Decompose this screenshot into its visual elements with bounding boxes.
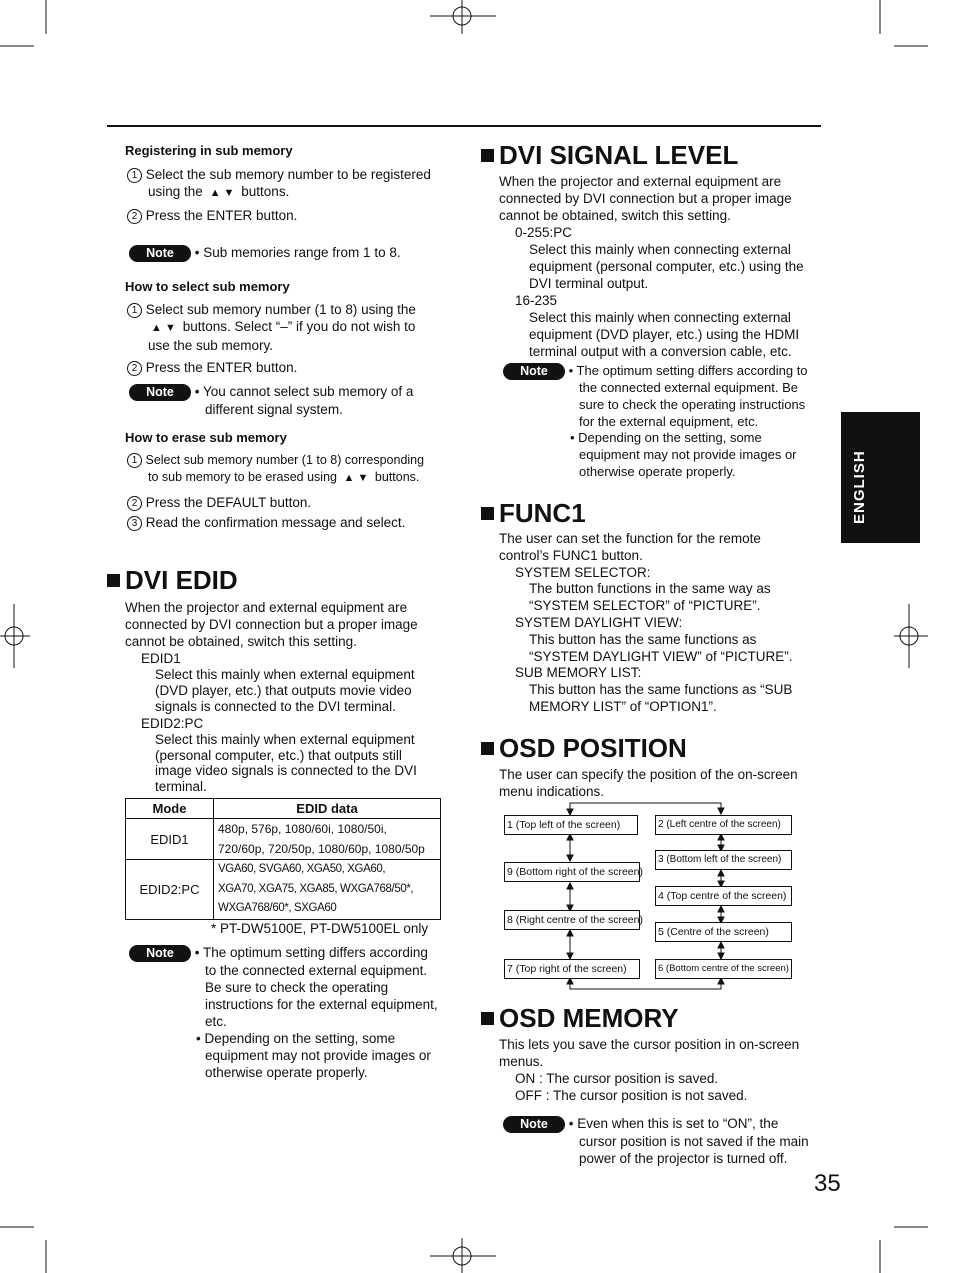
note-badge: Note — [129, 945, 191, 962]
osd-memory-body: This lets you save the cursor position in on-screen menus. ON : The cursor position is saved. OFF : The cursor position is not saved. — [499, 1037, 800, 1103]
erase-step-1: 1 Select sub memory number (1 to 8) corresponding to sub memory to be erased using ▲ ▼ buttons. — [127, 452, 457, 487]
osd-position-option: 9 (Bottom right of the screen) — [504, 862, 640, 882]
osd-position-option: 4 (Top centre of the screen) — [655, 886, 792, 906]
select-title: How to select sub memory — [125, 279, 290, 294]
note-badge: Note — [129, 245, 191, 262]
step-number-2: 2 — [127, 209, 142, 224]
up-arrow-icon: ▲ ▼ — [206, 187, 238, 199]
osd-position-body: The user can specify the position of the on-screen menu indications. — [499, 767, 798, 799]
register-step-1: 1 Select the sub memory number to be registered using the ▲ ▼ buttons. — [127, 166, 457, 202]
note-badge: Note — [129, 384, 191, 401]
table-footnote: * PT-DW5100E, PT-DW5100EL only — [211, 921, 429, 936]
square-bullet-icon — [107, 574, 120, 587]
func1-body: The user can set the function for the remote control’s FUNC1 button. SYSTEM SELECTOR: The button functions in the same way as “SYSTEM SELECTOR” of “PICTURE”. SYSTEM DAYLIGHT VIEW: This button has the same functions as “SYSTEM DAYLIGHT VIEW” of “PICTURE”. SUB MEMORY LIST: This button has the same functions as “SUB MEMORY LIST” of “OPTION1”. — [499, 531, 793, 714]
step-number-2: 2 — [127, 496, 142, 511]
dvi-signal-body: When the projector and external equipment are connected by DVI connection but a proper image cannot be obtained, switch this setting. 0-255:PC Select this mainly when connecting external equipment (personal computer, etc.) using the DVI terminal output. 16-235 Select this mainly when connecting external equipment (DVD player, etc.) using the HDMI terminal output with a conversion cable, etc. — [499, 174, 804, 359]
osd-position-option: 1 (Top left of the screen) — [504, 815, 638, 835]
osd-position-option: 5 (Centre of the screen) — [655, 922, 792, 942]
square-bullet-icon — [481, 149, 494, 162]
edid-table — [125, 798, 441, 920]
osd-position-option: 6 (Bottom centre of the screen) — [655, 959, 792, 979]
register-note: Note • Sub memories range from 1 to 8. — [129, 244, 401, 262]
select-note: Note • You cannot select sub memory of a different signal system. — [129, 383, 413, 418]
up-down-arrows-icon: ▲ ▼ — [148, 322, 179, 334]
table-header: EDID data — [214, 799, 441, 819]
select-step-2: 2 Press the ENTER button. — [127, 359, 297, 376]
erase-step-3: 3 Read the confirmation message and select. — [127, 514, 405, 531]
square-bullet-icon — [481, 742, 494, 755]
osd-position-heading: OSD POSITION — [481, 733, 687, 763]
table-header: Mode — [126, 799, 214, 819]
dvi-edid-heading: DVI EDID — [107, 565, 238, 595]
register-title: Registering in sub memory — [125, 143, 293, 158]
osd-position-option: 3 (Bottom left of the screen) — [655, 850, 792, 870]
dvi-edid-body: When the projector and external equipment are connected by DVI connection but a proper image cannot be obtained, switch this setting. EDID1 Select this mainly when external equipment (DVD player, etc.) that outputs movie video signals is connected to the DVI terminal. EDID2:PC Select this mainly when external equipment (personal computer, etc.) that outputs still image video signals is connected to the DVI terminal. — [125, 600, 418, 794]
step-number-1: 1 — [127, 453, 142, 468]
page-number: 35 — [814, 1170, 841, 1197]
note-badge: Note — [503, 363, 565, 380]
func1-heading: FUNC1 — [481, 498, 586, 528]
dvi-signal-note: Note • The optimum setting differs according to the connected external equipment. Be sure to check the operating instructions for the external equipment, etc. • Depending on the setting, some equipment may not provide images or otherwise operate properly. — [503, 363, 833, 481]
osd-position-option: 8 (Right centre of the screen) — [504, 910, 640, 930]
select-step-1: 1 Select sub memory number (1 to 8) using the ▲ ▼ buttons. Select “–” if you do not wish to use the sub memory. — [127, 301, 457, 354]
square-bullet-icon — [481, 1012, 494, 1025]
step-number-3: 3 — [127, 516, 142, 531]
osd-memory-note: Note • Even when this is set to “ON”, the cursor position is not saved if the main power of the projector is turned off. — [503, 1115, 833, 1167]
osd-position-option: 7 (Top right of the screen) — [504, 959, 640, 979]
osd-position-option: 2 (Left centre of the screen) — [655, 815, 792, 835]
erase-step-2: 2 Press the DEFAULT button. — [127, 494, 311, 511]
note-badge: Note — [503, 1116, 565, 1133]
erase-title: How to erase sub memory — [125, 430, 287, 445]
register-step-2: 2 Press the ENTER button. — [127, 207, 297, 224]
osd-memory-heading: OSD MEMORY — [481, 1003, 679, 1033]
language-tab: ENGLISH — [841, 412, 920, 543]
up-down-arrows-icon: ▲ ▼ — [340, 472, 372, 484]
dvi-edid-note: Note • The optimum setting differs according to the connected external equipment. Be sure to check the operating instructions for the external equipment, etc. • Depending on the setting, some equipment may not provide images or otherwise operate properly. — [129, 944, 459, 1081]
table-row: EDID1 480p, 576p, 1080/60i, 1080/50i, 720/60p, 720/50p, 1080/60p, 1080/50p — [126, 819, 441, 860]
step-number-1: 1 — [127, 303, 142, 318]
step-number-2: 2 — [127, 361, 142, 376]
step-number-1: 1 — [127, 168, 142, 183]
dvi-signal-heading: DVI SIGNAL LEVEL — [481, 140, 738, 170]
table-row: EDID2:PC VGA60, SVGA60, XGA50, XGA60, XGA70, XGA75, XGA85, WXGA768/50*, WXGA768/60*, SXGA60 — [126, 860, 441, 920]
square-bullet-icon — [481, 507, 494, 520]
